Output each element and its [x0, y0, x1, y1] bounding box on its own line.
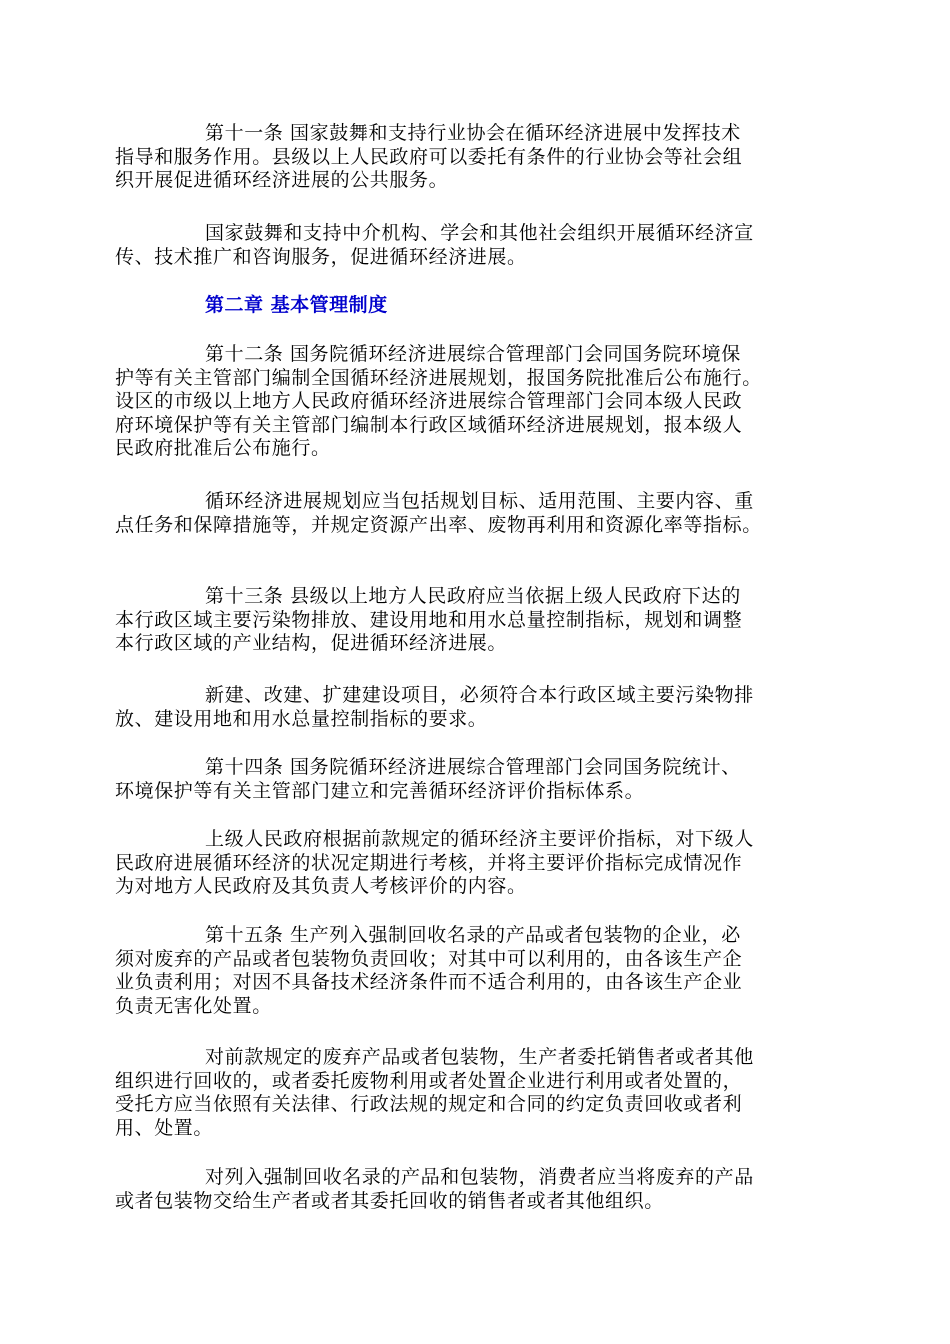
text-line: 本行政区域主要污染物排放、建设用地和用水总量控制指标，规划和调整: [115, 608, 743, 631]
text-line: 第十四条 国务院循环经济进展综合管理部门会同国务院统计、: [205, 756, 741, 778]
article-15-second-paragraph: [115, 1046, 754, 1140]
text-line: 或者包装物交给生产者或者其委托回收的销售者或者其他组织。: [115, 1189, 664, 1212]
text-line: 第十五条 生产列入强制回收名录的产品或者包装物的企业，必: [205, 924, 741, 946]
text-line: 传、技术推广和咨询服务，促进循环经济进展。: [115, 245, 527, 268]
chapter-heading: 第二章 基本管理制度: [205, 294, 388, 316]
article-12-paragraph: [115, 343, 762, 461]
text-line: 点任务和保障措施等，并规定资源产出率、废物再利用和资源化率等指标。: [115, 513, 762, 536]
article-15-paragraph: [115, 924, 742, 1018]
article-11-paragraph: [115, 122, 742, 193]
text-line: 为对地方人民政府及其负责人考核评价的内容。: [115, 875, 527, 897]
text-line: 第十三条 县级以上地方人民政府应当依据上级人民政府下达的: [205, 585, 741, 607]
text-line: 对前款规定的废弃产品或者包装物，生产者委托销售者或者其他: [205, 1046, 754, 1068]
article-11-second-paragraph: [115, 222, 754, 269]
text-line: 指导和服务作用。县级以上人民政府可以委托有条件的行业协会等社会组: [115, 145, 743, 168]
text-line: 组织进行回收的，或者委托废物利用或者处置企业进行利用或者处置的，: [115, 1069, 743, 1092]
text-line: 国家鼓舞和支持中介机构、学会和其他社会组织开展循环经济宣: [205, 222, 754, 244]
text-line: 负责无害化处置。: [115, 994, 272, 1017]
text-line: 上级人民政府根据前款规定的循环经济主要评价指标，对下级人: [205, 828, 754, 850]
text-line: 设区的市级以上地方人民政府循环经济进展综合管理部门会同本级人民政: [115, 390, 743, 412]
text-line: 业负责利用；对因不具备技术经济条件而不适合利用的，由各该生产企业: [115, 971, 743, 993]
article-13-second-paragraph: [115, 684, 754, 731]
text-line: 须对废弃的产品或者包装物负责回收；对其中可以利用的，由各该生产企: [115, 947, 743, 970]
article-12-second-paragraph: [115, 490, 762, 537]
text-line: 对列入强制回收名录的产品和包装物，消费者应当将废弃的产品: [205, 1166, 754, 1188]
text-line: 用、处置。: [115, 1116, 214, 1139]
text-line: 本行政区域的产业结构，促进循环经济进展。: [115, 632, 508, 654]
article-15-third-paragraph: [115, 1166, 754, 1213]
article-14-paragraph: [115, 756, 741, 803]
text-line: 护等有关主管部门编制全国循环经济进展规划，报国务院批准后公布施行。: [115, 366, 762, 389]
text-line: 受托方应当依照有关法律、行政法规的规定和合同的约定负责回收或者利: [115, 1093, 743, 1115]
article-14-second-paragraph: [115, 828, 754, 899]
text-line: 放、建设用地和用水总量控制指标的要求。: [115, 707, 488, 730]
text-line: 民政府批准后公布施行。: [115, 437, 331, 459]
text-line: 环境保护等有关主管部门建立和完善循环经济评价指标体系。: [115, 779, 645, 802]
text-line: 府环境保护等有关主管部门编制本行政区域循环经济进展规划，报本级人: [115, 413, 743, 436]
article-13-paragraph: [115, 585, 742, 656]
text-line: 第十一条 国家鼓舞和支持行业协会在循环经济进展中发挥技术: [205, 122, 741, 144]
text-line: 第十二条 国务院循环经济进展综合管理部门会同国务院环境保: [205, 343, 741, 365]
text-line: 民政府进展循环经济的状况定期进行考核，并将主要评价指标完成情况作: [115, 851, 743, 874]
text-line: 新建、改建、扩建建设项目，必须符合本行政区域主要污染物排: [205, 684, 754, 706]
text-line: 循环经济进展规划应当包括规划目标、适用范围、主要内容、重: [205, 490, 754, 512]
text-line: 织开展促进循环经济进展的公共服务。: [115, 169, 449, 191]
